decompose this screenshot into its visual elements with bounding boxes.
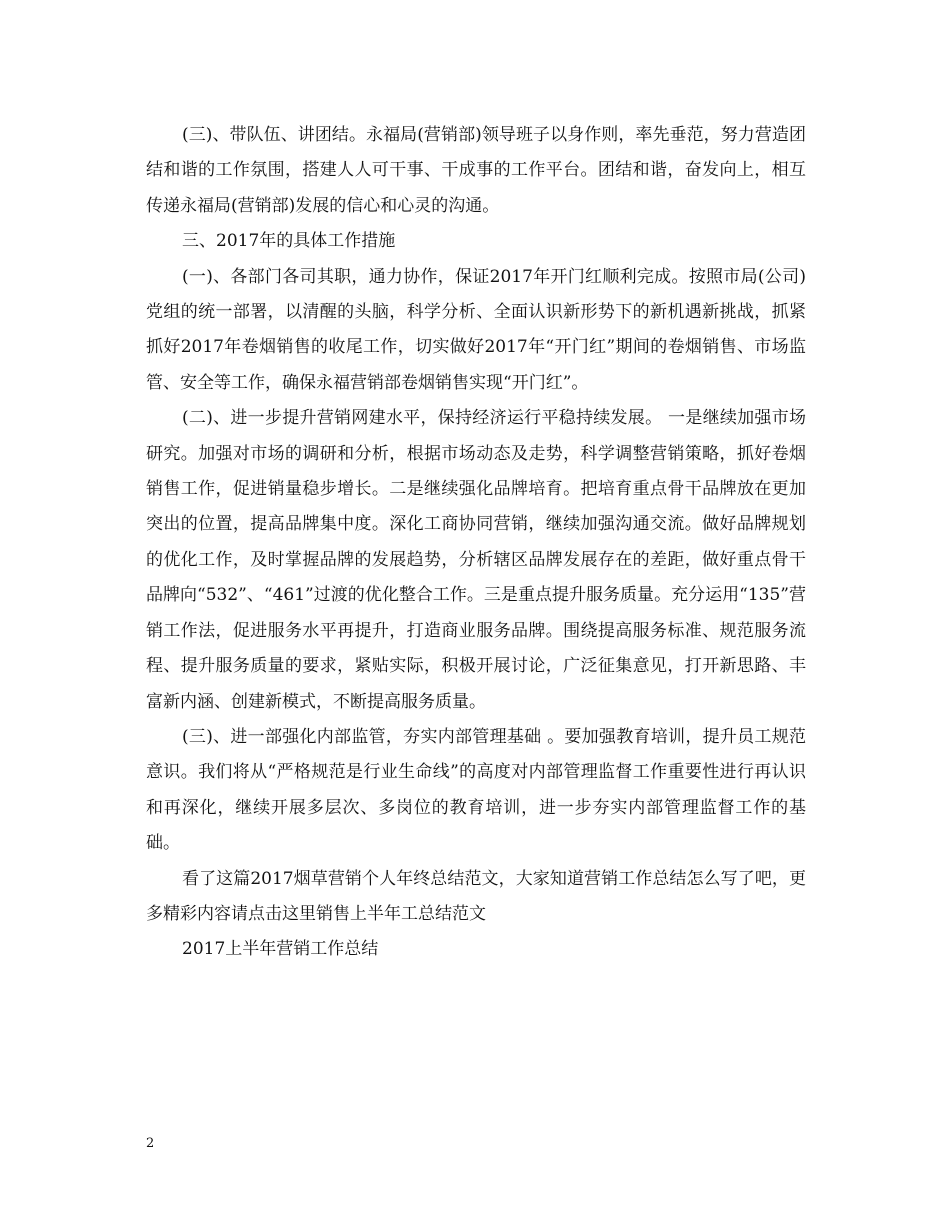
paragraph-closing-note: 看了这篇2017烟草营销个人年终总结范文，大家知道营销工作总结怎么写了吧，更多精彩内容请点击这里销售上半年工总结范文: [146, 868, 806, 924]
paragraph-team-unity: (三)、带队伍、讲团结。永福局(营销部)领导班子以身作则，率先垂范，努力营造团结和谐的工作氛围，搭建人人可干事、干成事的工作平台。团结和谐，奋发向上，相互传递永福局(营销部)发展的信心和心灵的沟通。: [146, 125, 806, 216]
section-heading-measures: 三、2017年的具体工作措施: [182, 231, 396, 252]
paragraph-department-cooperation: (一)、各部门各司其职，通力协作，保证2017年开门红顺利完成。按照市局(公司)党组的统一部署，以清醒的头脑，科学分析、全面认识新形势下的新机遇新挑战，抓紧抓好2017年卷烟销售的收尾工作，切实做好2017年“开门红”期间的卷烟销售、市场监管、安全等工作，确保永福营销部卷烟销售实现“开门红”。: [146, 266, 806, 393]
page-number: 2: [146, 1136, 155, 1151]
related-article-link[interactable]: 2017上半年营销工作总结: [182, 939, 379, 960]
paragraph-internal-supervision: (三)、进一部强化内部监管，夯实内部管理基础 。要加强教育培训，提升员工规范意识。我们将从“严格规范是行业生命线”的高度对内部管理监督工作重要性进行再认识和再深化，继续开展多层次、多岗位的教育培训，进一步夯实内部管理监督工作的基础。: [146, 726, 806, 854]
document-body: [146, 118, 806, 968]
paragraph-marketing-network: (二)、进一步提升营销网建水平，保持经济运行平稳持续发展。 一是继续加强市场研究。加强对市场的调研和分析，根据市场动态及走势，科学调整营销策略，抓好卷烟销售工作，促进销量稳步增长。二是继续强化品牌培育。把培育重点骨干品牌放在更加突出的位置，提高品牌集中度。深化工商协同营销，继续加强沟通交流。做好品牌规划的优化工作，及时掌握品牌的发展趋势，分析辖区品牌发展存在的差距，做好重点骨干品牌向“532”、“461”过渡的优化整合工作。三是重点提升服务质量。充分运用“135”营销工作法，促进服务水平再提升，打造商业服务品牌。围绕提高服务标准、规范服务流程、提升服务质量的要求，紧贴实际，积极开展讨论，广泛征集意见，打开新思路、丰富新内涵、创建新模式，不断提高服务质量。: [146, 408, 806, 712]
